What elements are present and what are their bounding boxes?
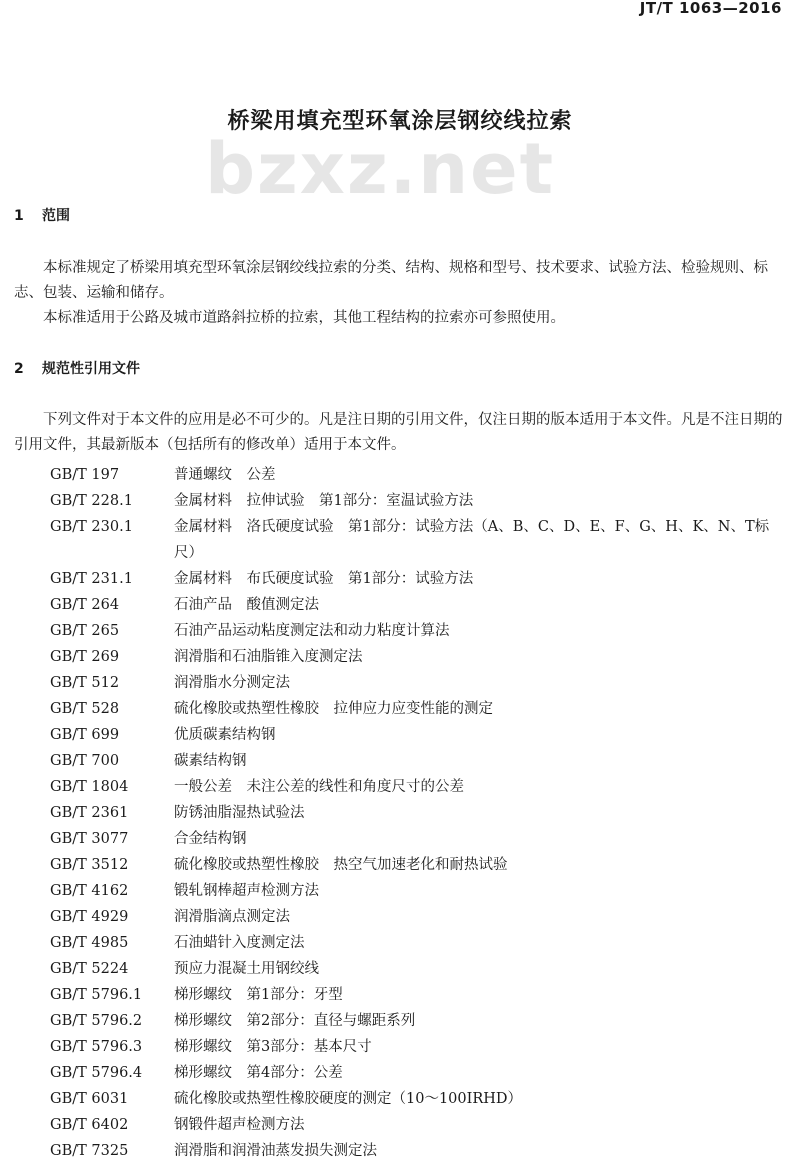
reference-code: GB/T 6402: [50, 1117, 129, 1133]
section-1-paragraph-1: 本标准规定了桥梁用填充型环氧涂层钢绞线拉索的分类、结构、规格和型号、技术要求、试验方法、检验规则、标志、包装、运输和储存。: [14, 260, 768, 301]
reference-title: 润滑脂滴点测定法: [174, 909, 290, 925]
reference-title: 硫化橡胶或热塑性橡胶 拉伸应力应变性能的测定: [174, 701, 493, 717]
reference-title: 一般公差 未注公差的线性和角度尺寸的公差: [174, 779, 464, 795]
reference-code: GB/T 512: [50, 675, 120, 691]
reference-code: GB/T 269: [50, 649, 120, 665]
reference-list: [50, 462, 790, 1164]
reference-title: 普通螺纹 公差: [174, 467, 276, 483]
section-1-number: 1: [14, 208, 24, 224]
reference-code: GB/T 197: [50, 467, 120, 483]
section-2-intro: 下列文件对于本文件的应用是必不可少的。凡是注日期的引用文件，仅注日期的版本适用于本文件。凡是不注日期的引用文件，其最新版本（包括所有的修改单）适用于本文件。: [14, 412, 783, 453]
reference-row: [50, 930, 790, 956]
reference-row: [50, 566, 790, 592]
reference-title: 钢锻件超声检测方法: [174, 1117, 305, 1133]
reference-title: 硫化橡胶或热塑性橡胶 热空气加速老化和耐热试验: [174, 857, 508, 873]
reference-code: GB/T 228.1: [50, 493, 133, 509]
reference-code: GB/T 5796.1: [50, 987, 143, 1003]
reference-title: 预应力混凝土用钢绞线: [174, 961, 319, 977]
reference-row: [50, 1112, 790, 1138]
reference-code: GB/T 1804: [50, 779, 129, 795]
reference-row: [50, 826, 790, 852]
reference-title: 碳素结构钢: [174, 753, 247, 769]
reference-code: GB/T 4929: [50, 909, 129, 925]
reference-code: GB/T 5796.2: [50, 1013, 143, 1029]
section-2-heading: [14, 358, 140, 378]
section-1-paragraph-2: 本标准适用于公路及城市道路斜拉桥的拉索，其他工程结构的拉索亦可参照使用。: [43, 310, 565, 326]
reference-code: GB/T 5796.3: [50, 1039, 143, 1055]
reference-code: GB/T 700: [50, 753, 120, 769]
reference-code: GB/T 231.1: [50, 571, 133, 587]
reference-code: GB/T 230.1: [50, 519, 133, 535]
reference-code: GB/T 528: [50, 701, 120, 717]
reference-row: [50, 956, 790, 982]
reference-row: [50, 1138, 790, 1164]
reference-title: 润滑脂水分测定法: [174, 675, 290, 691]
reference-row: [50, 670, 790, 696]
reference-title: 润滑脂和石油脂锥入度测定法: [174, 649, 363, 665]
reference-row: [50, 878, 790, 904]
reference-row: [50, 722, 790, 748]
section-2-number: 2: [14, 361, 24, 377]
reference-row: [50, 696, 790, 722]
standard-code: JT/T 1063—2016: [639, 0, 782, 17]
reference-code: GB/T 4985: [50, 935, 129, 951]
reference-row: [50, 748, 790, 774]
reference-title: 金属材料 洛氏硬度试验 第1部分：试验方法（A、B、C、D、E、F、G、H、K、N、T标尺）: [174, 519, 770, 561]
reference-row: [50, 774, 790, 800]
reference-title: 梯形螺纹 第3部分：基本尺寸: [174, 1039, 372, 1055]
reference-code: GB/T 6031: [50, 1091, 129, 1107]
reference-title: 石油产品 酸值测定法: [174, 597, 319, 613]
reference-row: [50, 1034, 790, 1060]
reference-title: 梯形螺纹 第4部分：公差: [174, 1065, 343, 1081]
reference-code: GB/T 2361: [50, 805, 129, 821]
reference-title: 防锈油脂湿热试验法: [174, 805, 305, 821]
reference-title: 润滑脂和润滑油蒸发损失测定法: [174, 1143, 377, 1159]
reference-code: GB/T 3512: [50, 857, 129, 873]
reference-row: [50, 904, 790, 930]
reference-row: [50, 852, 790, 878]
reference-row: [50, 1086, 790, 1112]
reference-row: [50, 618, 790, 644]
reference-title: 梯形螺纹 第1部分：牙型: [174, 987, 343, 1003]
section-2-title: 规范性引用文件: [42, 361, 140, 377]
reference-code: GB/T 264: [50, 597, 120, 613]
reference-code: GB/T 5224: [50, 961, 129, 977]
document-title: 桥梁用填充型环氧涂层钢绞线拉索: [227, 109, 573, 134]
section-1-heading: [14, 205, 70, 225]
reference-code: GB/T 265: [50, 623, 120, 639]
reference-code: GB/T 3077: [50, 831, 129, 847]
reference-row: [50, 592, 790, 618]
watermark: bzxz.net: [204, 128, 556, 210]
reference-title: 石油产品运动粘度测定法和动力粘度计算法: [174, 623, 450, 639]
reference-title: 石油蜡针入度测定法: [174, 935, 305, 951]
reference-title: 硫化橡胶或热塑性橡胶硬度的测定（10～100IRHD）: [174, 1091, 523, 1107]
reference-title: 金属材料 布氏硬度试验 第1部分：试验方法: [174, 571, 474, 587]
reference-code: GB/T 4162: [50, 883, 129, 899]
reference-code: GB/T 7325: [50, 1143, 129, 1159]
reference-row: [50, 514, 790, 566]
reference-title: 锻轧钢棒超声检测方法: [174, 883, 319, 899]
reference-title: 梯形螺纹 第2部分：直径与螺距系列: [174, 1013, 416, 1029]
reference-row: [50, 800, 790, 826]
reference-title: 金属材料 拉伸试验 第1部分：室温试验方法: [174, 493, 474, 509]
reference-title: 优质碳素结构钢: [174, 727, 276, 743]
reference-row: [50, 1008, 790, 1034]
reference-row: [50, 462, 790, 488]
reference-code: GB/T 699: [50, 727, 120, 743]
reference-code: GB/T 5796.4: [50, 1065, 143, 1081]
reference-row: [50, 1060, 790, 1086]
reference-title: 合金结构钢: [174, 831, 247, 847]
reference-row: [50, 644, 790, 670]
reference-row: [50, 982, 790, 1008]
section-1-title: 范围: [42, 208, 70, 224]
reference-row: [50, 488, 790, 514]
